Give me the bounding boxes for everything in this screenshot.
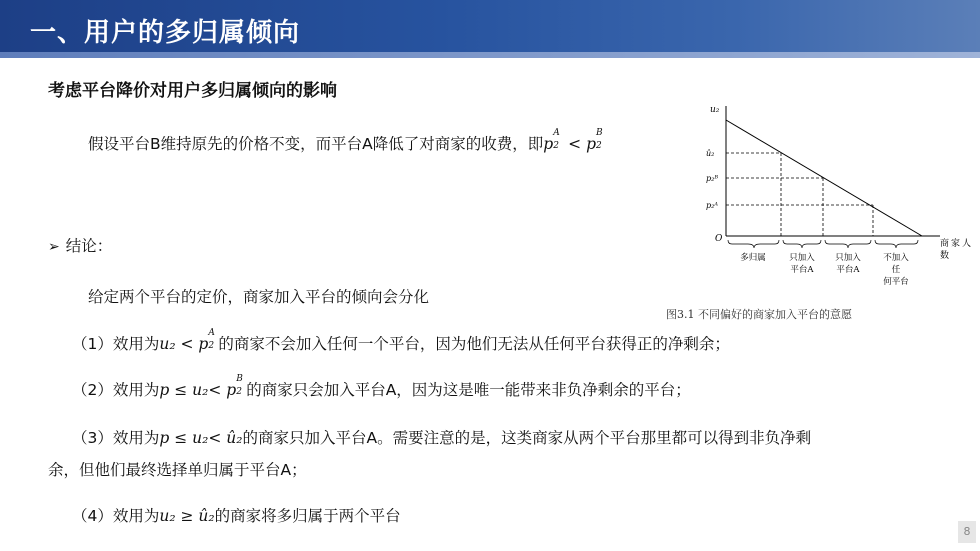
item-math-indices: A 2 bbox=[208, 327, 215, 351]
tick-label-pb: p₂ᴮ bbox=[706, 174, 719, 183]
brace-3 bbox=[825, 240, 871, 248]
item-prefix: 效用为 bbox=[112, 335, 160, 353]
item-text: 的商家只会加入平台A，因为这是唯一能带来非负净剩余的平台； bbox=[246, 381, 691, 399]
item-number: （2） bbox=[72, 381, 113, 399]
item-text: 的商家将多归属于两个平台 bbox=[214, 507, 401, 525]
region-label-only-a-2-line1: 只加入 bbox=[835, 253, 861, 263]
item-math: p ≤ u₂< p bbox=[159, 381, 237, 399]
merchant-preference-diagram bbox=[700, 100, 980, 330]
region-label-only-a-1-line2: 平台A bbox=[790, 265, 814, 275]
item-prefix: 效用为 bbox=[112, 429, 160, 447]
x-axis-label-part1: 商家人 bbox=[940, 239, 974, 249]
list-item-1 bbox=[72, 327, 730, 354]
x-axis-label-part2: 数 bbox=[940, 251, 950, 261]
brace-2 bbox=[783, 240, 821, 248]
list-item-3-continued: 余，但他们最终选择单归属于平台A； bbox=[48, 461, 307, 479]
item-prefix: 效用为 bbox=[112, 507, 160, 525]
figure-caption: 图3.1 不同偏好的商家加入平台的意愿 bbox=[666, 308, 852, 321]
page-title: 一、用户的多归属倾向 bbox=[30, 18, 301, 48]
item-math: p ≤ u₂< û₂ bbox=[159, 429, 243, 447]
item-math: u₂ < p bbox=[159, 335, 209, 353]
item-text: 的商家不会加入任何一个平台，因为他们无法从任何平台获得正的净剩余； bbox=[218, 335, 730, 353]
list-item-2 bbox=[72, 373, 691, 400]
region-label-none-line3: 何平台 bbox=[883, 277, 909, 287]
tick-label-pa: p₂ᴬ bbox=[706, 201, 718, 210]
section-subtitle: 考虑平台降价对用户多归属倾向的影响 bbox=[48, 81, 337, 101]
conclusion-label: 结论： bbox=[65, 237, 113, 255]
list-item-3 bbox=[72, 426, 811, 448]
formula-lhs: p bbox=[543, 135, 554, 153]
list-item-4 bbox=[72, 504, 401, 526]
item-math-indices: B 2 bbox=[236, 373, 243, 397]
demand-line bbox=[726, 120, 922, 236]
region-label-only-a-2-line2: 平台A bbox=[836, 265, 860, 275]
region-label-none-line2: 任 bbox=[891, 265, 901, 275]
assumption-text: 假设平台B维持原先的价格不变，而平台A降低了对商家的收费，即 bbox=[88, 135, 544, 153]
brace-4 bbox=[875, 240, 918, 248]
tick-label-u-hat: û₂ bbox=[706, 149, 715, 158]
formula-relation: < bbox=[568, 135, 582, 153]
formula-rhs: p bbox=[586, 135, 596, 153]
item-number: （3） bbox=[72, 429, 113, 447]
item-math: u₂ ≥ û₂ bbox=[159, 507, 215, 525]
item-number: （1） bbox=[72, 335, 113, 353]
item-text: 的商家只加入平台A。需要注意的是，这类商家从两个平台那里都可以得到非负净剩 bbox=[242, 429, 812, 447]
item-prefix: 效用为 bbox=[112, 381, 160, 399]
formula-rhs-indices: B 2 bbox=[596, 127, 603, 151]
item-number: （4） bbox=[72, 507, 113, 525]
y-axis-label: u₂ bbox=[710, 105, 720, 115]
region-label-only-a-1-line1: 只加入 bbox=[789, 253, 815, 263]
header-banner bbox=[0, 0, 980, 58]
region-label-multi-home: 多归属 bbox=[740, 253, 766, 263]
brace-1 bbox=[728, 240, 779, 248]
conclusion-intro: 给定两个平台的定价，商家加入平台的倾向会分化 bbox=[88, 288, 430, 306]
arrow-bullet-icon: ➢ bbox=[48, 239, 60, 255]
page-number: 8 bbox=[958, 521, 976, 543]
origin-label: O bbox=[715, 234, 723, 244]
formula-lhs-indices: A 2 bbox=[553, 127, 560, 151]
region-label-none-line1: 不加入 bbox=[883, 253, 909, 263]
conclusion-heading bbox=[48, 234, 112, 256]
assumption-line bbox=[88, 127, 606, 154]
